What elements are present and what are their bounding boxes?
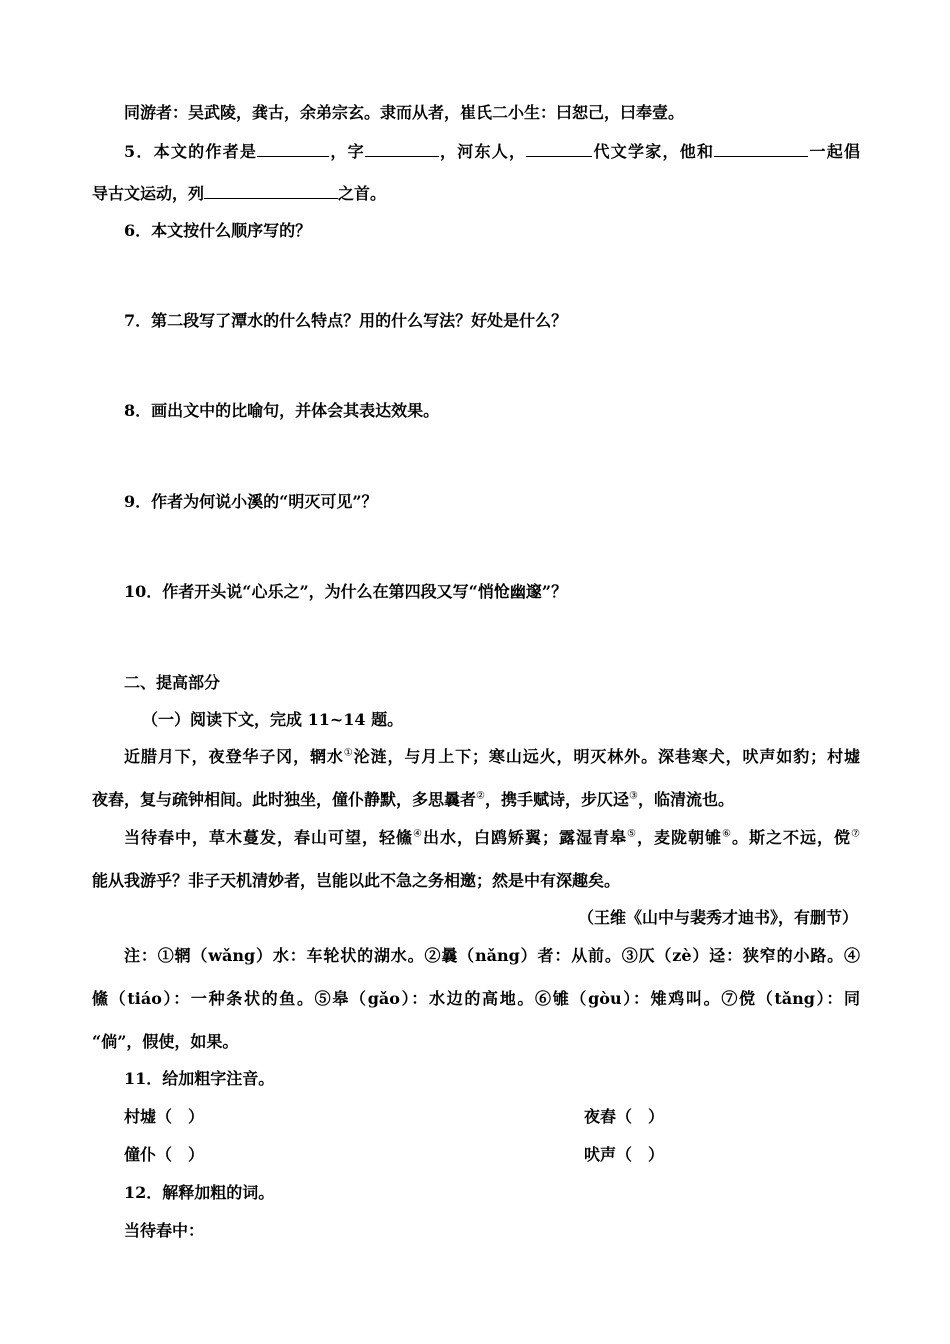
q5-text-f: 导古文运动，列 xyxy=(92,184,205,203)
q11-item[interactable]: 吠声（ ） xyxy=(584,1145,665,1164)
notes-line-2: 鯈（tiáo）：一种条状的鱼。⑤皋（gǎo）：水边的高地。⑥雊（gòu）：雉鸡叫。⑦傥（tǎng）：同 xyxy=(92,989,860,1008)
footnote-mark: ④ xyxy=(413,828,423,840)
q11-item[interactable]: 僮仆（ ） xyxy=(124,1145,205,1164)
passage-line-4: 能从我游乎？非子天机清妙者，岂能以此不急之务相邀；然是中有深趣矣。 xyxy=(92,871,621,890)
passage-text: 近腊月下，夜登华子冈，辋水 xyxy=(124,747,344,766)
footnote-mark: ⑦ xyxy=(851,828,860,840)
q12-item-1: 当待春中： xyxy=(124,1221,205,1240)
section-heading: 二、提高部分 xyxy=(124,673,221,692)
footnote-mark: ⑥ xyxy=(722,828,732,840)
q5-text-e: 一起倡 xyxy=(808,142,860,161)
reading-intro: （一）阅读下文，完成 11~14 题。 xyxy=(142,710,404,729)
footnote-mark: ③ xyxy=(629,790,638,802)
q5-text-b: ，字 xyxy=(329,142,365,161)
question-10: 10．作者开头说“心乐之”，为什么在第四段又写“悄怆幽邃”？ xyxy=(124,582,568,601)
passage-line-3 xyxy=(124,827,860,849)
q11-row-2 xyxy=(124,1144,860,1166)
passage-text: 夜舂，复与疏钟相间。此时独坐，僮仆静默，多思曩者 xyxy=(92,790,477,809)
passage-line-2 xyxy=(92,789,860,811)
passage-text: 当待春中，草木蔓发，春山可望，轻鯈 xyxy=(124,828,414,847)
blank-courtesy-name[interactable] xyxy=(365,140,439,157)
q5-text-d: 代文学家，他和 xyxy=(592,142,715,161)
passage-text: 出水，白鸥矫翼；露湿青皋 xyxy=(423,828,628,847)
question-7: 7．第二段写了潭水的什么特点？用的什么写法？好处是什么？ xyxy=(124,311,568,330)
question-9: 9．作者为何说小溪的“明灭可见”？ xyxy=(124,492,378,511)
q11-item[interactable]: 村墟（ ） xyxy=(124,1107,205,1126)
passage-text: ，麦陇朝雊 xyxy=(637,828,723,847)
passage-text: ，携手赋诗，步仄迳 xyxy=(484,790,629,809)
question-5-line-1 xyxy=(124,140,860,163)
footnote-mark: ① xyxy=(343,747,354,759)
question-8: 8．画出文中的比喻句，并体会其表达效果。 xyxy=(124,401,440,420)
question-11: 11．给加粗字注音。 xyxy=(124,1069,275,1088)
passage-text: ，临清流也。 xyxy=(637,790,734,809)
q5-text-g: 之首。 xyxy=(338,184,387,203)
passage-text: 沦涟，与月上下；寒山远火，明灭林外。深巷寒犬，吠声如豹；村墟 xyxy=(353,747,860,766)
notes-line-3: “倘”，假使，如果。 xyxy=(92,1032,239,1051)
passage-line-1 xyxy=(124,746,860,768)
blank-ranking[interactable] xyxy=(204,182,338,199)
q11-row-1 xyxy=(124,1106,860,1128)
passage-source: （王维《山中与裴秀才迪书》，有删节） xyxy=(577,908,858,927)
blank-author[interactable] xyxy=(257,140,329,157)
notes-line-1: 注：①辋（wǎng）水：车轮状的湖水。②曩（nǎng）者：从前。③仄（zè）迳：狭窄的小路。④ xyxy=(124,946,860,965)
blank-partner[interactable] xyxy=(714,140,808,157)
question-12: 12．解释加粗的词。 xyxy=(124,1183,275,1202)
passage-tail-line: 同游者：吴武陵，龚古，余弟宗玄。隶而从者，崔氏二小生：曰恕己，曰奉壹。 xyxy=(124,103,685,122)
question-5-line-2 xyxy=(92,182,860,205)
passage-text: 。斯之不远，傥 xyxy=(731,828,851,847)
footnote-mark: ⑤ xyxy=(627,828,637,840)
q11-item[interactable]: 夜舂（ ） xyxy=(584,1107,665,1126)
blank-dynasty[interactable] xyxy=(526,140,592,157)
q5-text-c: ，河东人， xyxy=(438,142,527,161)
question-6: 6．本文按什么顺序写的？ xyxy=(124,221,312,240)
footnote-mark: ② xyxy=(476,790,485,802)
q5-text-a: 5．本文的作者是 xyxy=(124,142,258,161)
